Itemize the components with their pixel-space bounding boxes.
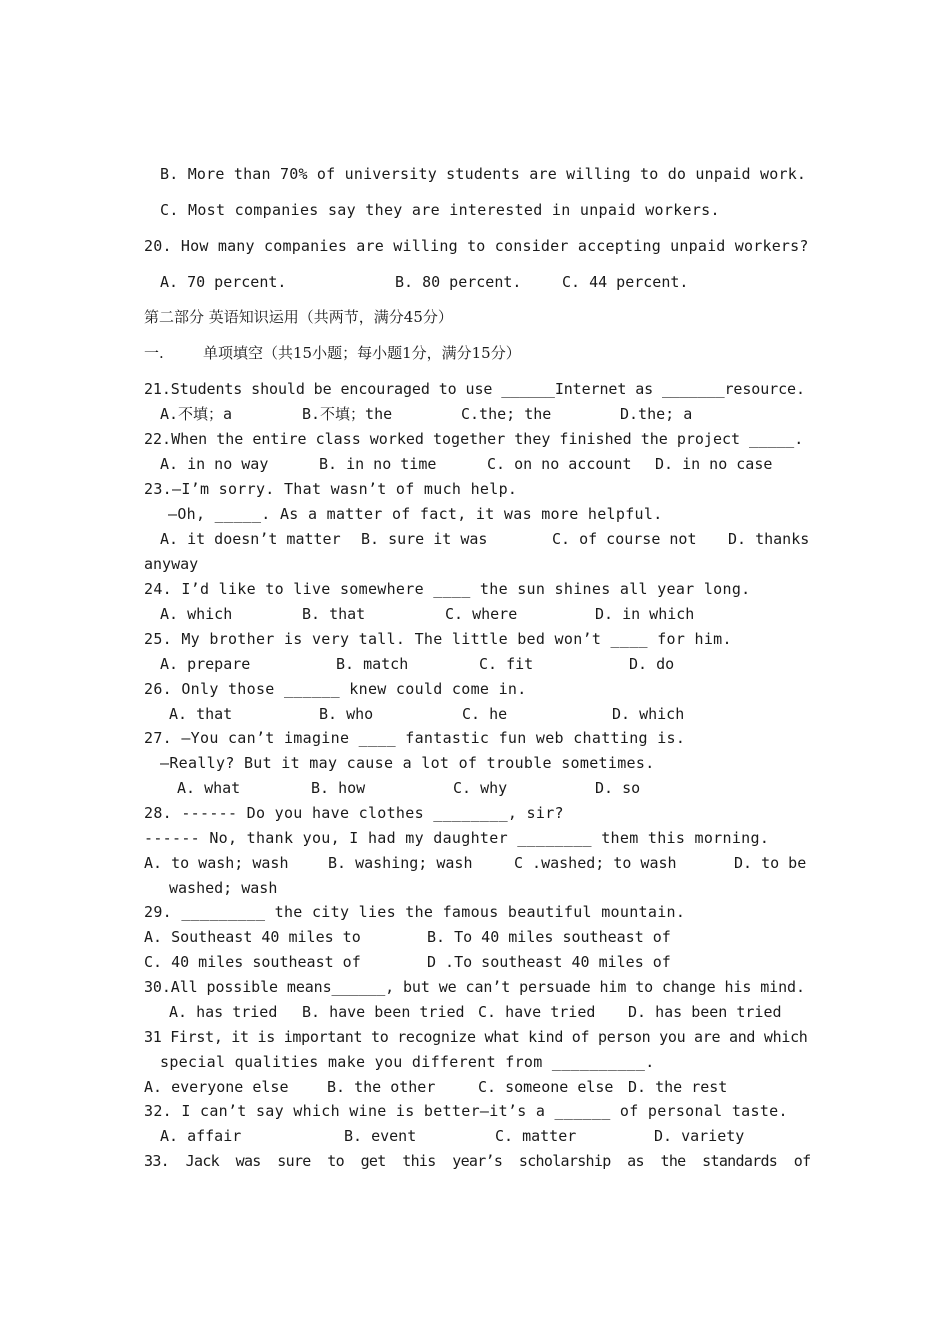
q24-option-a: A. which: [160, 605, 233, 623]
q21-option-d: D.the; a: [620, 405, 693, 423]
q27-option-b: B. how: [311, 779, 366, 797]
q23-option-c: C. of course not: [552, 530, 697, 548]
q20-stem: 20. How many companies are willing to consider accepting unpaid workers?: [144, 237, 809, 255]
q23-option-d: D. thanks: [728, 530, 810, 548]
q24-option-d: D. in which: [595, 605, 695, 623]
q30-option-b: B. have been tried: [302, 1003, 465, 1021]
q29-option-b: B. To 40 miles southeast of: [427, 928, 671, 946]
q30-option-d: D. has been tried: [628, 1003, 782, 1021]
q22-option-a: A. in no way: [160, 455, 269, 473]
q32-option-a: A. affair: [160, 1127, 242, 1145]
q25-stem: 25. My brother is very tall. The little bed won’t ____ for him.: [144, 630, 732, 648]
q28-option-a: A. to wash; wash: [144, 854, 289, 872]
q31-option-b: B. the other: [327, 1078, 436, 1096]
q30-option-a: A. has tried: [169, 1003, 278, 1021]
q28-option-d: D. to be: [734, 854, 807, 872]
q21-stem: 21.Students should be encouraged to use ______Internet as _______resource.: [144, 380, 805, 398]
q25-option-d: D. do: [629, 655, 675, 673]
q19-option-c: C. Most companies say they are interested in unpaid workers.: [160, 201, 720, 219]
q29-option-a: A. Southeast 40 miles to: [144, 928, 361, 946]
q31-option-d: D. the rest: [628, 1078, 728, 1096]
q32-stem: 32. I can’t say which wine is better—it’s a ______ of personal taste.: [144, 1102, 788, 1120]
q21-option-b: B.不填；the: [302, 405, 393, 423]
q26-option-c: C. he: [462, 705, 508, 723]
q28-option-b: B. washing; wash: [328, 854, 473, 872]
q28-option-c: C .washed; to wash: [514, 854, 677, 872]
q28-stem: 28. ------ Do you have clothes ________, sir?: [144, 804, 564, 822]
q25-option-b: B. match: [336, 655, 409, 673]
q31-stem-continued: special qualities make you different from __________.: [160, 1053, 655, 1071]
q29-stem: 29. _________ the city lies the famous beautiful mountain.: [144, 903, 686, 921]
q27-stem: 27. —You can’t imagine ____ fantastic fun web chatting is.: [144, 729, 686, 747]
q28-stem-reply: ------ No, thank you, I had my daughter ________ them this morning.: [144, 829, 770, 847]
q32-option-b: B. event: [344, 1127, 417, 1145]
q25-option-a: A. prepare: [160, 655, 251, 673]
q26-stem: 26. Only those ______ knew could come in.: [144, 680, 527, 698]
q23-option-a: A. it doesn’t matter: [160, 530, 341, 548]
q27-option-a: A. what: [177, 779, 241, 797]
q26-option-b: B. who: [319, 705, 374, 723]
q32-option-c: C. matter: [495, 1127, 577, 1145]
section1-number: 一.: [144, 344, 164, 362]
q23-option-d-continued: anyway: [144, 555, 199, 573]
q22-stem: 22.When the entire class worked together they finished the project _____.: [144, 430, 804, 448]
q22-option-b: B. in no time: [319, 455, 437, 473]
q20-option-a: A. 70 percent.: [160, 273, 287, 291]
q25-option-c: C. fit: [479, 655, 534, 673]
q21-option-c: C.the; the: [461, 405, 552, 423]
q20-option-c: C. 44 percent.: [562, 273, 689, 291]
q23-option-b: B. sure it was: [361, 530, 488, 548]
q29-option-c: C. 40 miles southeast of: [144, 953, 361, 971]
q31-option-a: A. everyone else: [144, 1078, 289, 1096]
q30-stem: 30.All possible means______, but we can’t persuade him to change his mind.: [144, 978, 805, 996]
section1-title: 单项填空（共15小题；每小题1分，满分15分）: [203, 344, 521, 362]
q27-option-c: C. why: [453, 779, 508, 797]
q24-option-c: C. where: [445, 605, 518, 623]
q28-option-d-continued: washed; wash: [169, 879, 278, 897]
q20-option-b: B. 80 percent.: [395, 273, 522, 291]
q23-stem-reply: —Oh, _____. As a matter of fact, it was more helpful.: [168, 505, 663, 523]
q32-option-d: D. variety: [654, 1127, 745, 1145]
q31-stem: 31 First, it is important to recognize what kind of person you are and which: [144, 1028, 808, 1046]
q27-stem-reply: —Really? But it may cause a lot of trouble sometimes.: [160, 754, 655, 772]
q24-stem: 24. I’d like to live somewhere ____ the sun shines all year long.: [144, 580, 751, 598]
q33-stem: 33. Jack was sure to get this year’s scholarship as the standards of: [144, 1152, 811, 1170]
q27-option-d: D. so: [595, 779, 641, 797]
q24-option-b: B. that: [302, 605, 366, 623]
q31-option-c: C. someone else: [478, 1078, 614, 1096]
q30-option-c: C. have tried: [478, 1003, 596, 1021]
q21-option-a: A.不填；a: [160, 405, 233, 423]
q23-stem: 23.—I’m sorry. That wasn’t of much help.: [144, 480, 518, 498]
part2-title: 第二部分 英语知识运用（共两节，满分45分）: [144, 308, 453, 326]
q19-option-b: B. More than 70% of university students are willing to do unpaid work.: [160, 165, 807, 183]
q29-option-d: D .To southeast 40 miles of: [427, 953, 671, 971]
q22-option-d: D. in no case: [655, 455, 773, 473]
q26-option-d: D. which: [612, 705, 685, 723]
q26-option-a: A. that: [169, 705, 233, 723]
q22-option-c: C. on no account: [487, 455, 632, 473]
